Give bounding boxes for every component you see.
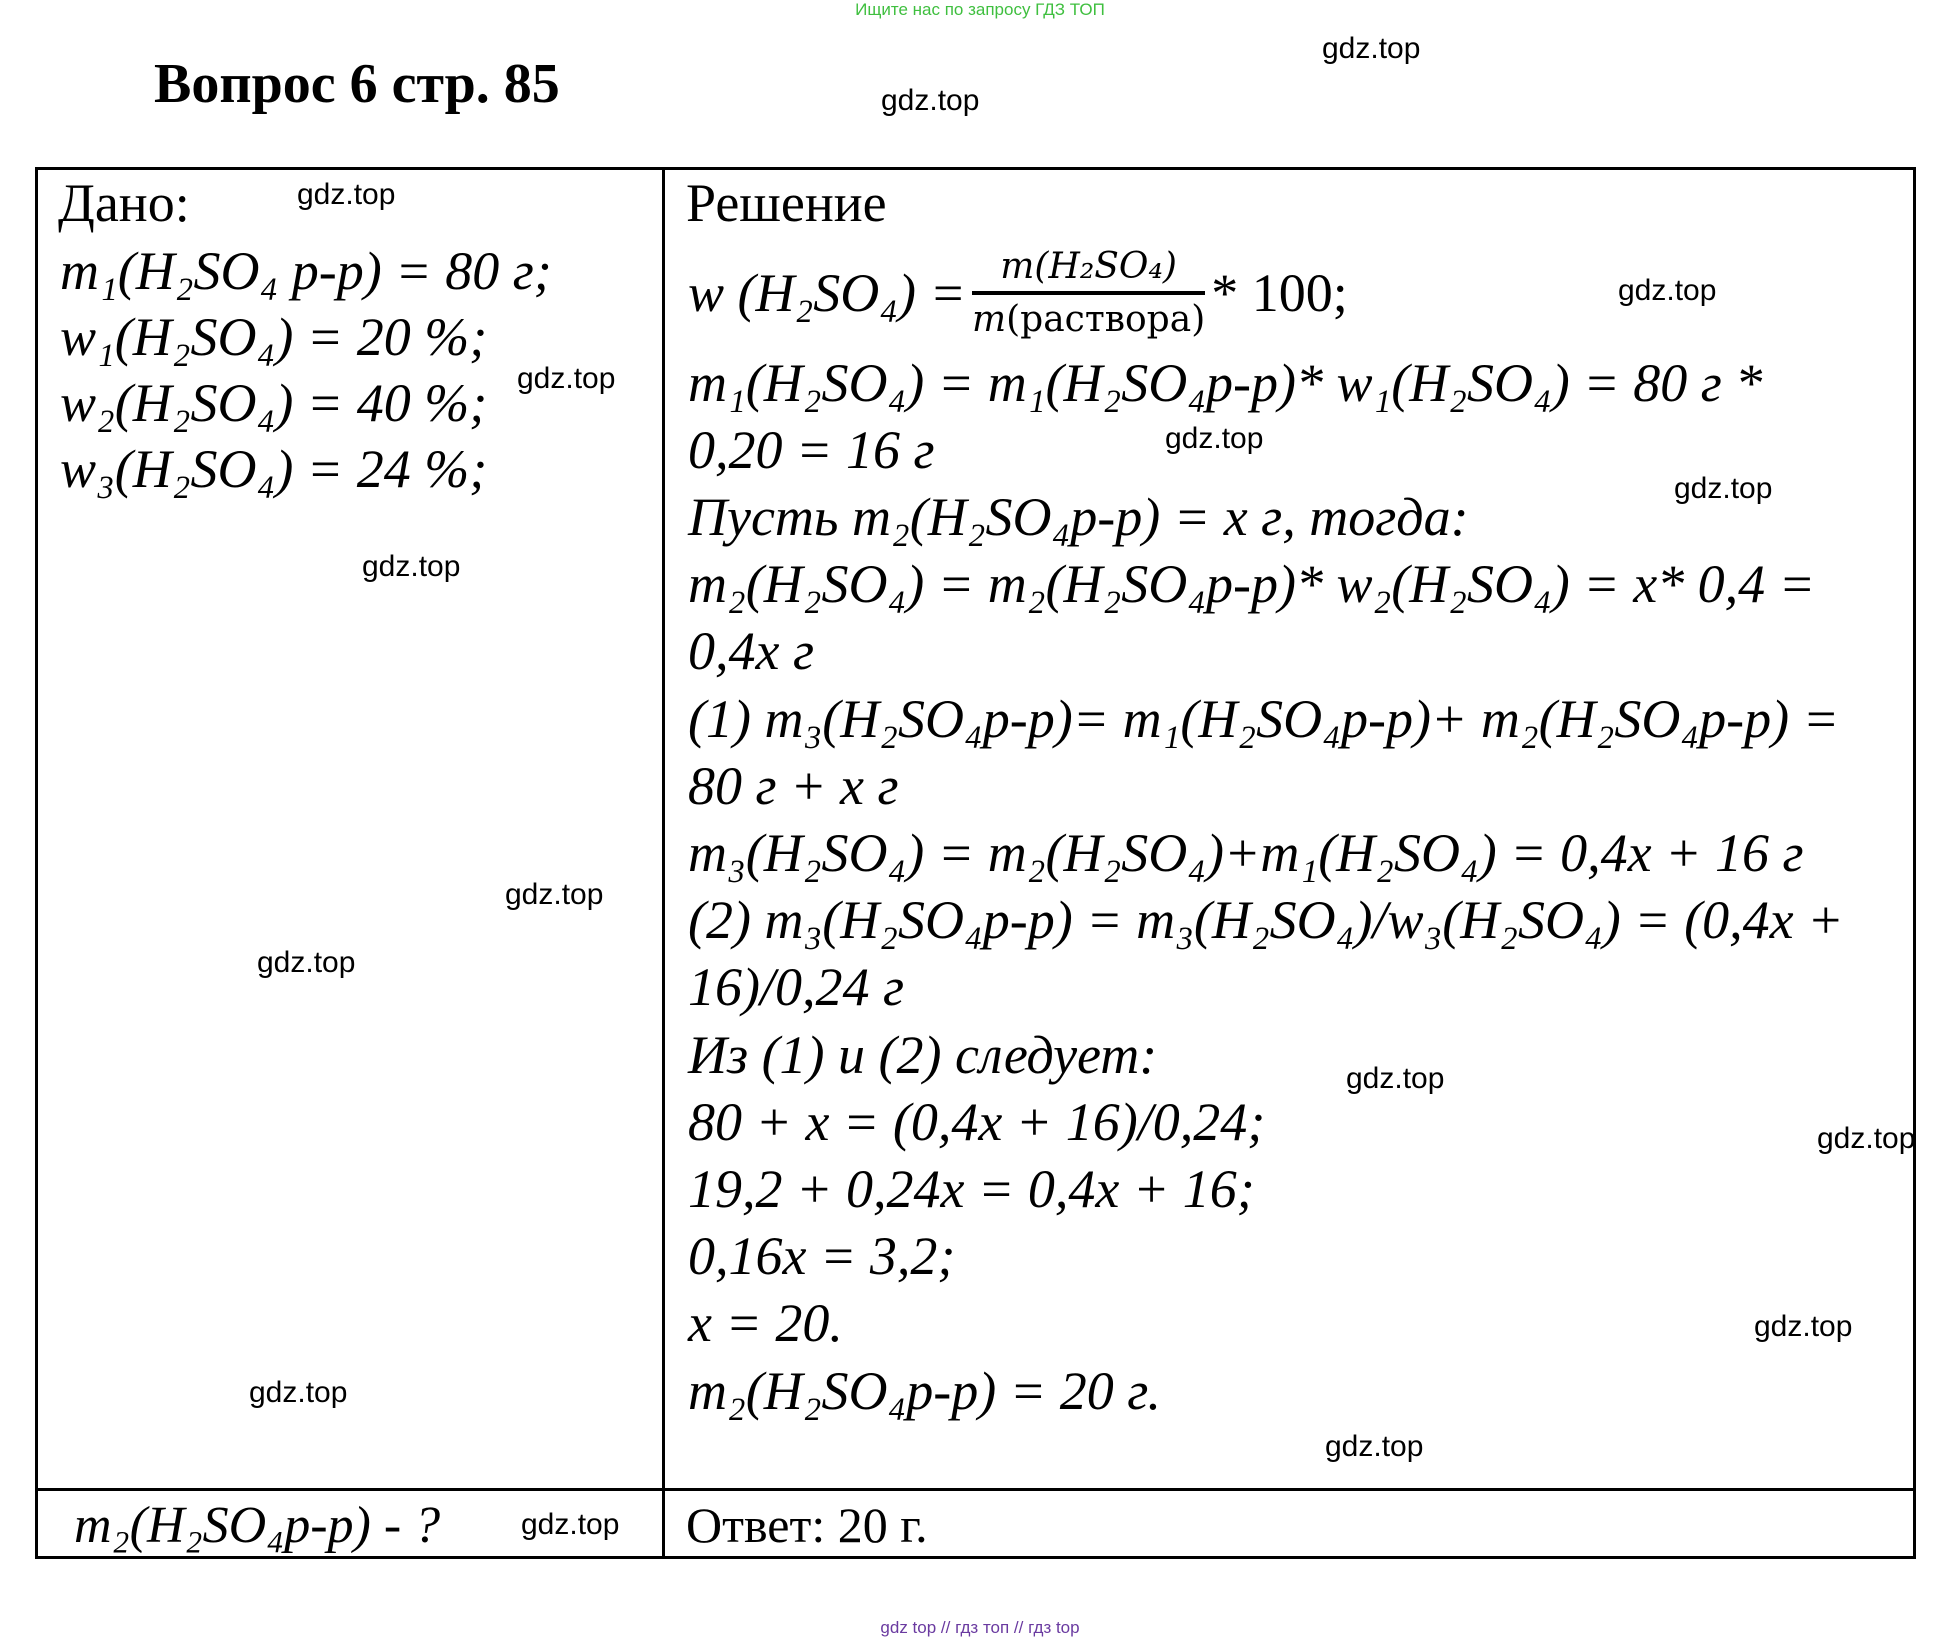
solution-line-10: 16)/0,24 г bbox=[688, 957, 905, 1017]
answer: Ответ: 20 г. bbox=[686, 1497, 928, 1553]
watermark: gdz.top bbox=[1618, 274, 1717, 307]
solution-line-5: 0,4x г bbox=[688, 621, 815, 681]
watermark: gdz.top bbox=[521, 1508, 620, 1541]
solution-heading: Решение bbox=[686, 173, 887, 233]
watermark: gdz.top bbox=[517, 362, 616, 395]
solution-line-2: 0,20 = 16 г bbox=[688, 420, 935, 480]
given-line-3: w₂(H₂SO₄) = 40 %; bbox=[60, 373, 488, 433]
solution-line-6: (1) m₃(H₂SO₄р-р)= m₁(H₂SO₄р-р)+ m₂(H₂SO₄р-р) = bbox=[688, 689, 1840, 749]
table-divider-vertical bbox=[662, 167, 665, 1559]
given-line-2: w₁(H₂SO₄) = 20 %; bbox=[60, 307, 488, 367]
watermark: gdz.top bbox=[881, 84, 980, 117]
watermark: gdz.top bbox=[1165, 422, 1264, 455]
formula-right: * 100; bbox=[1211, 263, 1348, 323]
page-title: Вопрос 6 стр. 85 bbox=[154, 53, 560, 115]
formula-numerator: m(H₂SO₄) bbox=[972, 246, 1205, 295]
watermark: gdz.top bbox=[1325, 1430, 1424, 1463]
solution-line-7: 80 г + x г bbox=[688, 756, 899, 816]
watermark: gdz.top bbox=[1674, 472, 1773, 505]
solution-line-11: Из (1) и (2) следует: bbox=[688, 1025, 1158, 1085]
given-line-1: m₁(H₂SO₄ р-р) = 80 г; bbox=[60, 241, 552, 301]
table-border-right bbox=[1913, 167, 1916, 1559]
formula-fraction bbox=[972, 246, 1205, 340]
solution-line-12: 80 + x = (0,4x + 16)/0,24; bbox=[688, 1092, 1266, 1152]
solution-line-15: x = 20. bbox=[688, 1293, 843, 1353]
table-border-top bbox=[35, 167, 1916, 170]
solution-line-8: m₃(H₂SO₄) = m₂(H₂SO₄)+m₁(H₂SO₄) = 0,4x + 16 г bbox=[688, 823, 1804, 883]
solution-line-1: m₁(H₂SO₄) = m₁(H₂SO₄р-р)* w₁(H₂SO₄) = 80 г * bbox=[688, 353, 1763, 413]
table-divider-horizontal bbox=[35, 1488, 1916, 1491]
formula-denominator bbox=[972, 295, 1205, 340]
solution-line-16: m₂(H₂SO₄р-р) = 20 г. bbox=[688, 1361, 1162, 1421]
watermark: gdz.top bbox=[1322, 32, 1421, 65]
solution-line-13: 19,2 + 0,24x = 0,4x + 16; bbox=[688, 1159, 1255, 1219]
given-line-4: w₃(H₂SO₄) = 24 %; bbox=[60, 439, 488, 499]
watermark: gdz.top bbox=[249, 1376, 348, 1409]
watermark: gdz.top bbox=[257, 946, 356, 979]
find-quantity: m₂(H₂SO₄р-р) - ? bbox=[74, 1497, 441, 1554]
watermark: gdz.top bbox=[1817, 1122, 1916, 1155]
table-border-left bbox=[35, 167, 38, 1559]
watermark: gdz.top bbox=[297, 178, 396, 211]
search-banner: Ищите нас по запросу ГДЗ ТОП bbox=[855, 0, 1105, 19]
watermark: gdz.top bbox=[362, 550, 461, 583]
solution-line-4: m₂(H₂SO₄) = m₂(H₂SO₄р-р)* w₂(H₂SO₄) = x* 0,4 = bbox=[688, 554, 1816, 614]
formula-denominator-var: m bbox=[971, 299, 1007, 340]
formula-denominator-text: (раствора) bbox=[1006, 299, 1206, 340]
watermark: gdz.top bbox=[1754, 1310, 1853, 1343]
watermark: gdz.top bbox=[505, 878, 604, 911]
mass-fraction-formula bbox=[688, 238, 1348, 348]
footer-links[interactable]: gdz top // гдз топ // гдз top bbox=[880, 1618, 1080, 1637]
watermark: gdz.top bbox=[1346, 1062, 1445, 1095]
given-heading: Дано: bbox=[58, 173, 190, 233]
solution-line-14: 0,16x = 3,2; bbox=[688, 1226, 956, 1286]
solution-line-9: (2) m₃(H₂SO₄р-р) = m₃(H₂SO₄)/w₃(H₂SO₄) = (0,4x + bbox=[688, 890, 1844, 950]
formula-left: w (H₂SO₄) = bbox=[688, 263, 966, 323]
table-border-bottom bbox=[35, 1556, 1916, 1559]
solution-line-3: Пусть m₂(H₂SO₄р-р) = x г, тогда: bbox=[688, 487, 1469, 547]
